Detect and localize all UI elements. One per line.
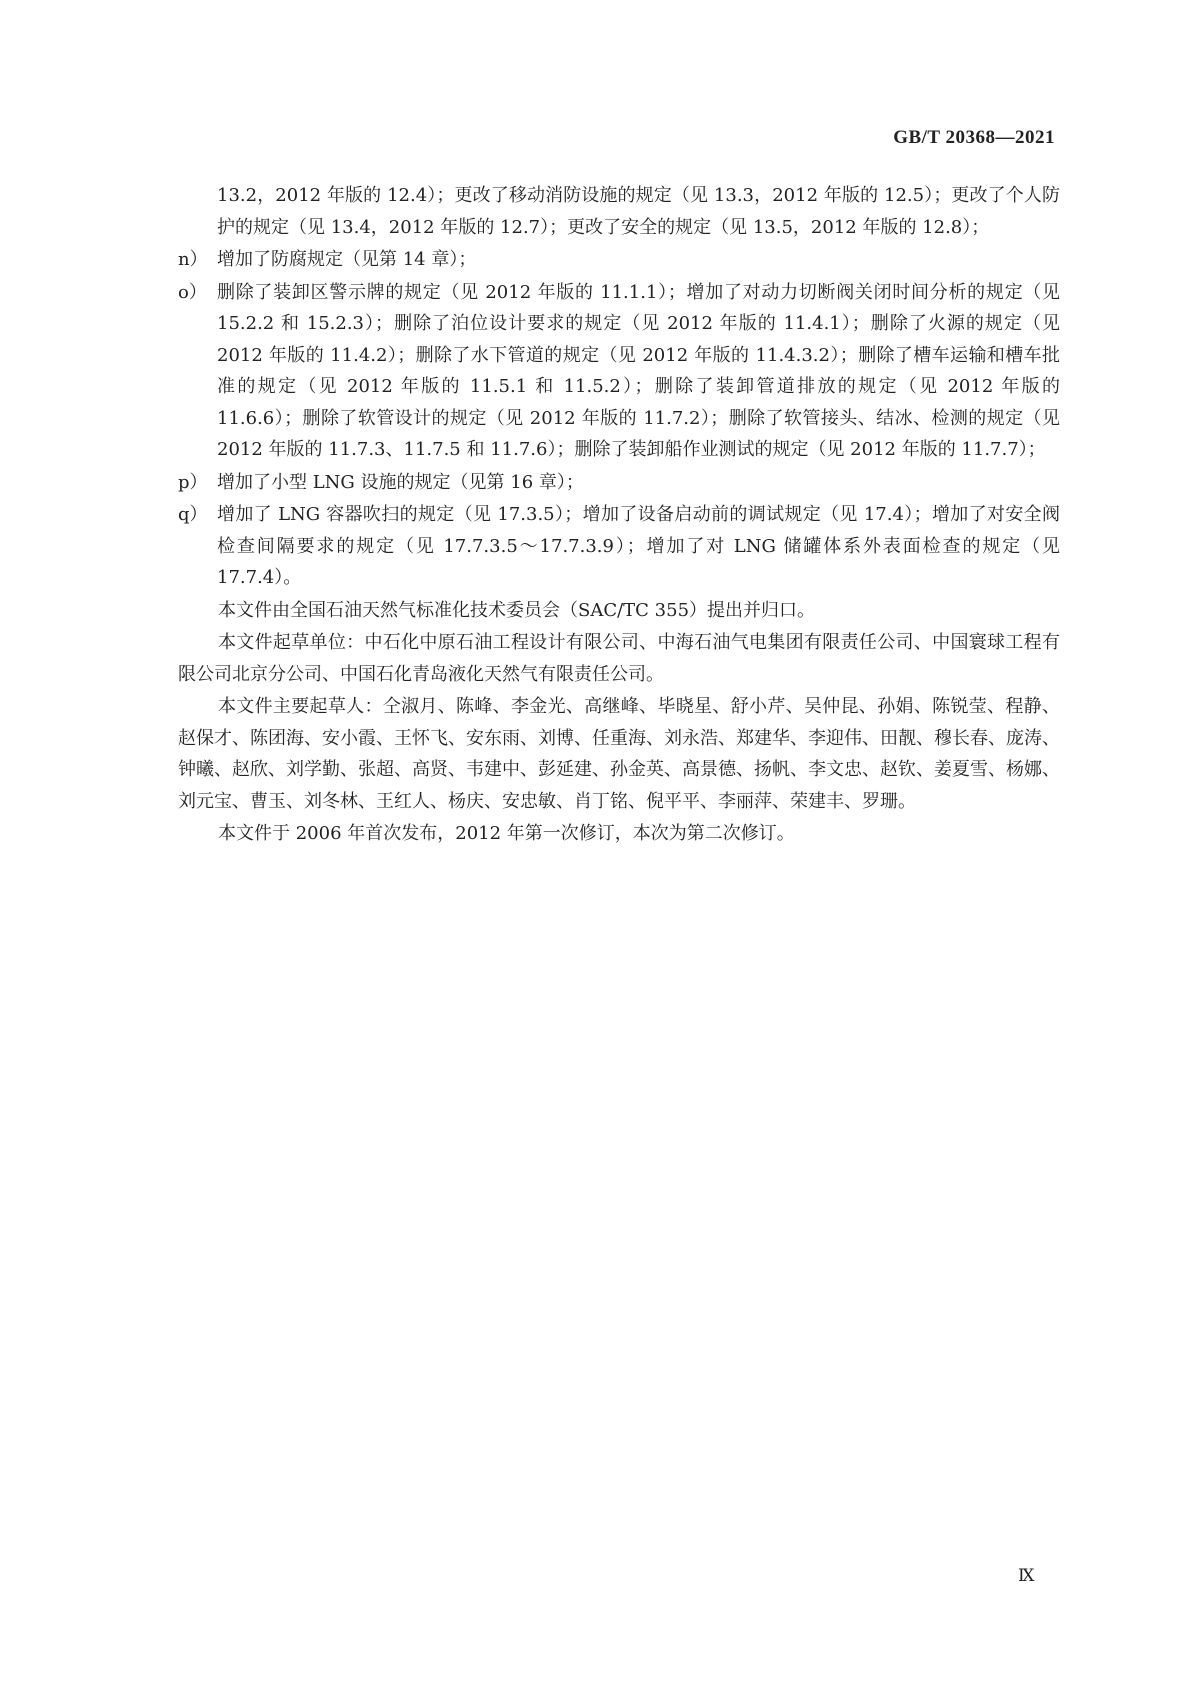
list-item-q	[178, 499, 1060, 594]
paragraph-history: 本文件于 2006 年首次发布，2012 年第一次修订，本次为第二次修订。	[218, 823, 795, 844]
paragraph-drafters: 本文件主要起草人：仝淑月、陈峰、李金光、高继峰、毕晓星、舒小芹、吴仲昆、孙娟、陈锐莹、程静、赵保才、陈团海、安小霞、王怀飞、安东雨、刘博、任重海、刘永浩、郑建华、李迎伟、田靓、穆长春、庞涛、钟曦、赵欣、刘学勤、张超、高贤、韦建中、彭延建、孙金英、高景德、扬帆、李文忠、赵钦、姜夏雪、杨娜、刘元宝、曹玉、刘冬林、王红人、杨庆、安忠敏、肖丁铭、倪平平、李丽萍、荣建丰、罗珊。	[178, 696, 1060, 812]
list-item-p	[178, 467, 1060, 499]
list-item-text: 增加了 LNG 容器吹扫的规定（见 17.3.5）；增加了设备启动前的调试规定（见 17.4）；增加了对安全阀检查间隔要求的规定（见 17.7.3.5～17.7.3.9）；增加了对 LNG 储罐体系外表面检查的规定（见 17.7.4）。	[217, 504, 1060, 588]
list-item-n	[178, 244, 1060, 276]
list-item-o	[178, 277, 1060, 466]
document-code-header: GB/T 20368—2021	[893, 127, 1055, 148]
page-number: Ⅸ	[1018, 1566, 1035, 1585]
list-item-text: 增加了小型 LNG 设施的规定（见第 16 章）；	[217, 471, 584, 493]
list-item-label: q）	[178, 504, 208, 525]
paragraph-proposer: 本文件由全国石油天然气标准化技术委员会（SAC/TC 355）提出并归口。	[218, 599, 816, 621]
list-item-continuation: 13.2，2012 年版的 12.4）；更改了移动消防设施的规定（见 13.3，2012 年版的 12.5）；更改了个人防护的规定（见 13.4，2012 年版的 12.7）；更改了安全的规定（见 13.5，2012 年版的 12.8）；	[217, 185, 1060, 238]
list-item-label: p）	[178, 471, 208, 493]
list-item-label: o）	[178, 281, 207, 303]
paragraph-drafting-units: 本文件起草单位：中石化中原石油工程设计有限公司、中海石油气电集团有限责任公司、中国寰球工程有限公司北京分公司、中国石化青岛液化天然气有限责任公司。	[178, 632, 1060, 685]
list-item-text: 删除了装卸区警示牌的规定（见 2012 年版的 11.1.1）；增加了对动力切断阀关闭时间分析的规定（见 15.2.2 和 15.2.3）；删除了泊位设计要求的规定（见 2012 年版的 11.4.1）；删除了火源的规定（见 2012 年版的 11.4.2）；删除了水下管道的规定（见 2012 年版的 11.4.3.2）；删除了槽车运输和槽车批准的规定（见 2012 年版的 11.5.1 和 11.5.2）；删除了装卸管道排放的规定（见 2012 年版的 11.6.6）；删除了软管设计的规定（见 2012 年版的 11.7.2）；删除了软管接头、结冰、检测的规定（见 2012 年版的 11.7.3、11.7.5 和 11.7.6）；删除了装卸船作业测试的规定（见 2012 年版的 11.7.7）；	[217, 281, 1060, 460]
list-item-label: n）	[178, 249, 208, 270]
list-item-text: 增加了防腐规定（见第 14 章）；	[217, 249, 477, 270]
document-body	[178, 180, 1060, 850]
